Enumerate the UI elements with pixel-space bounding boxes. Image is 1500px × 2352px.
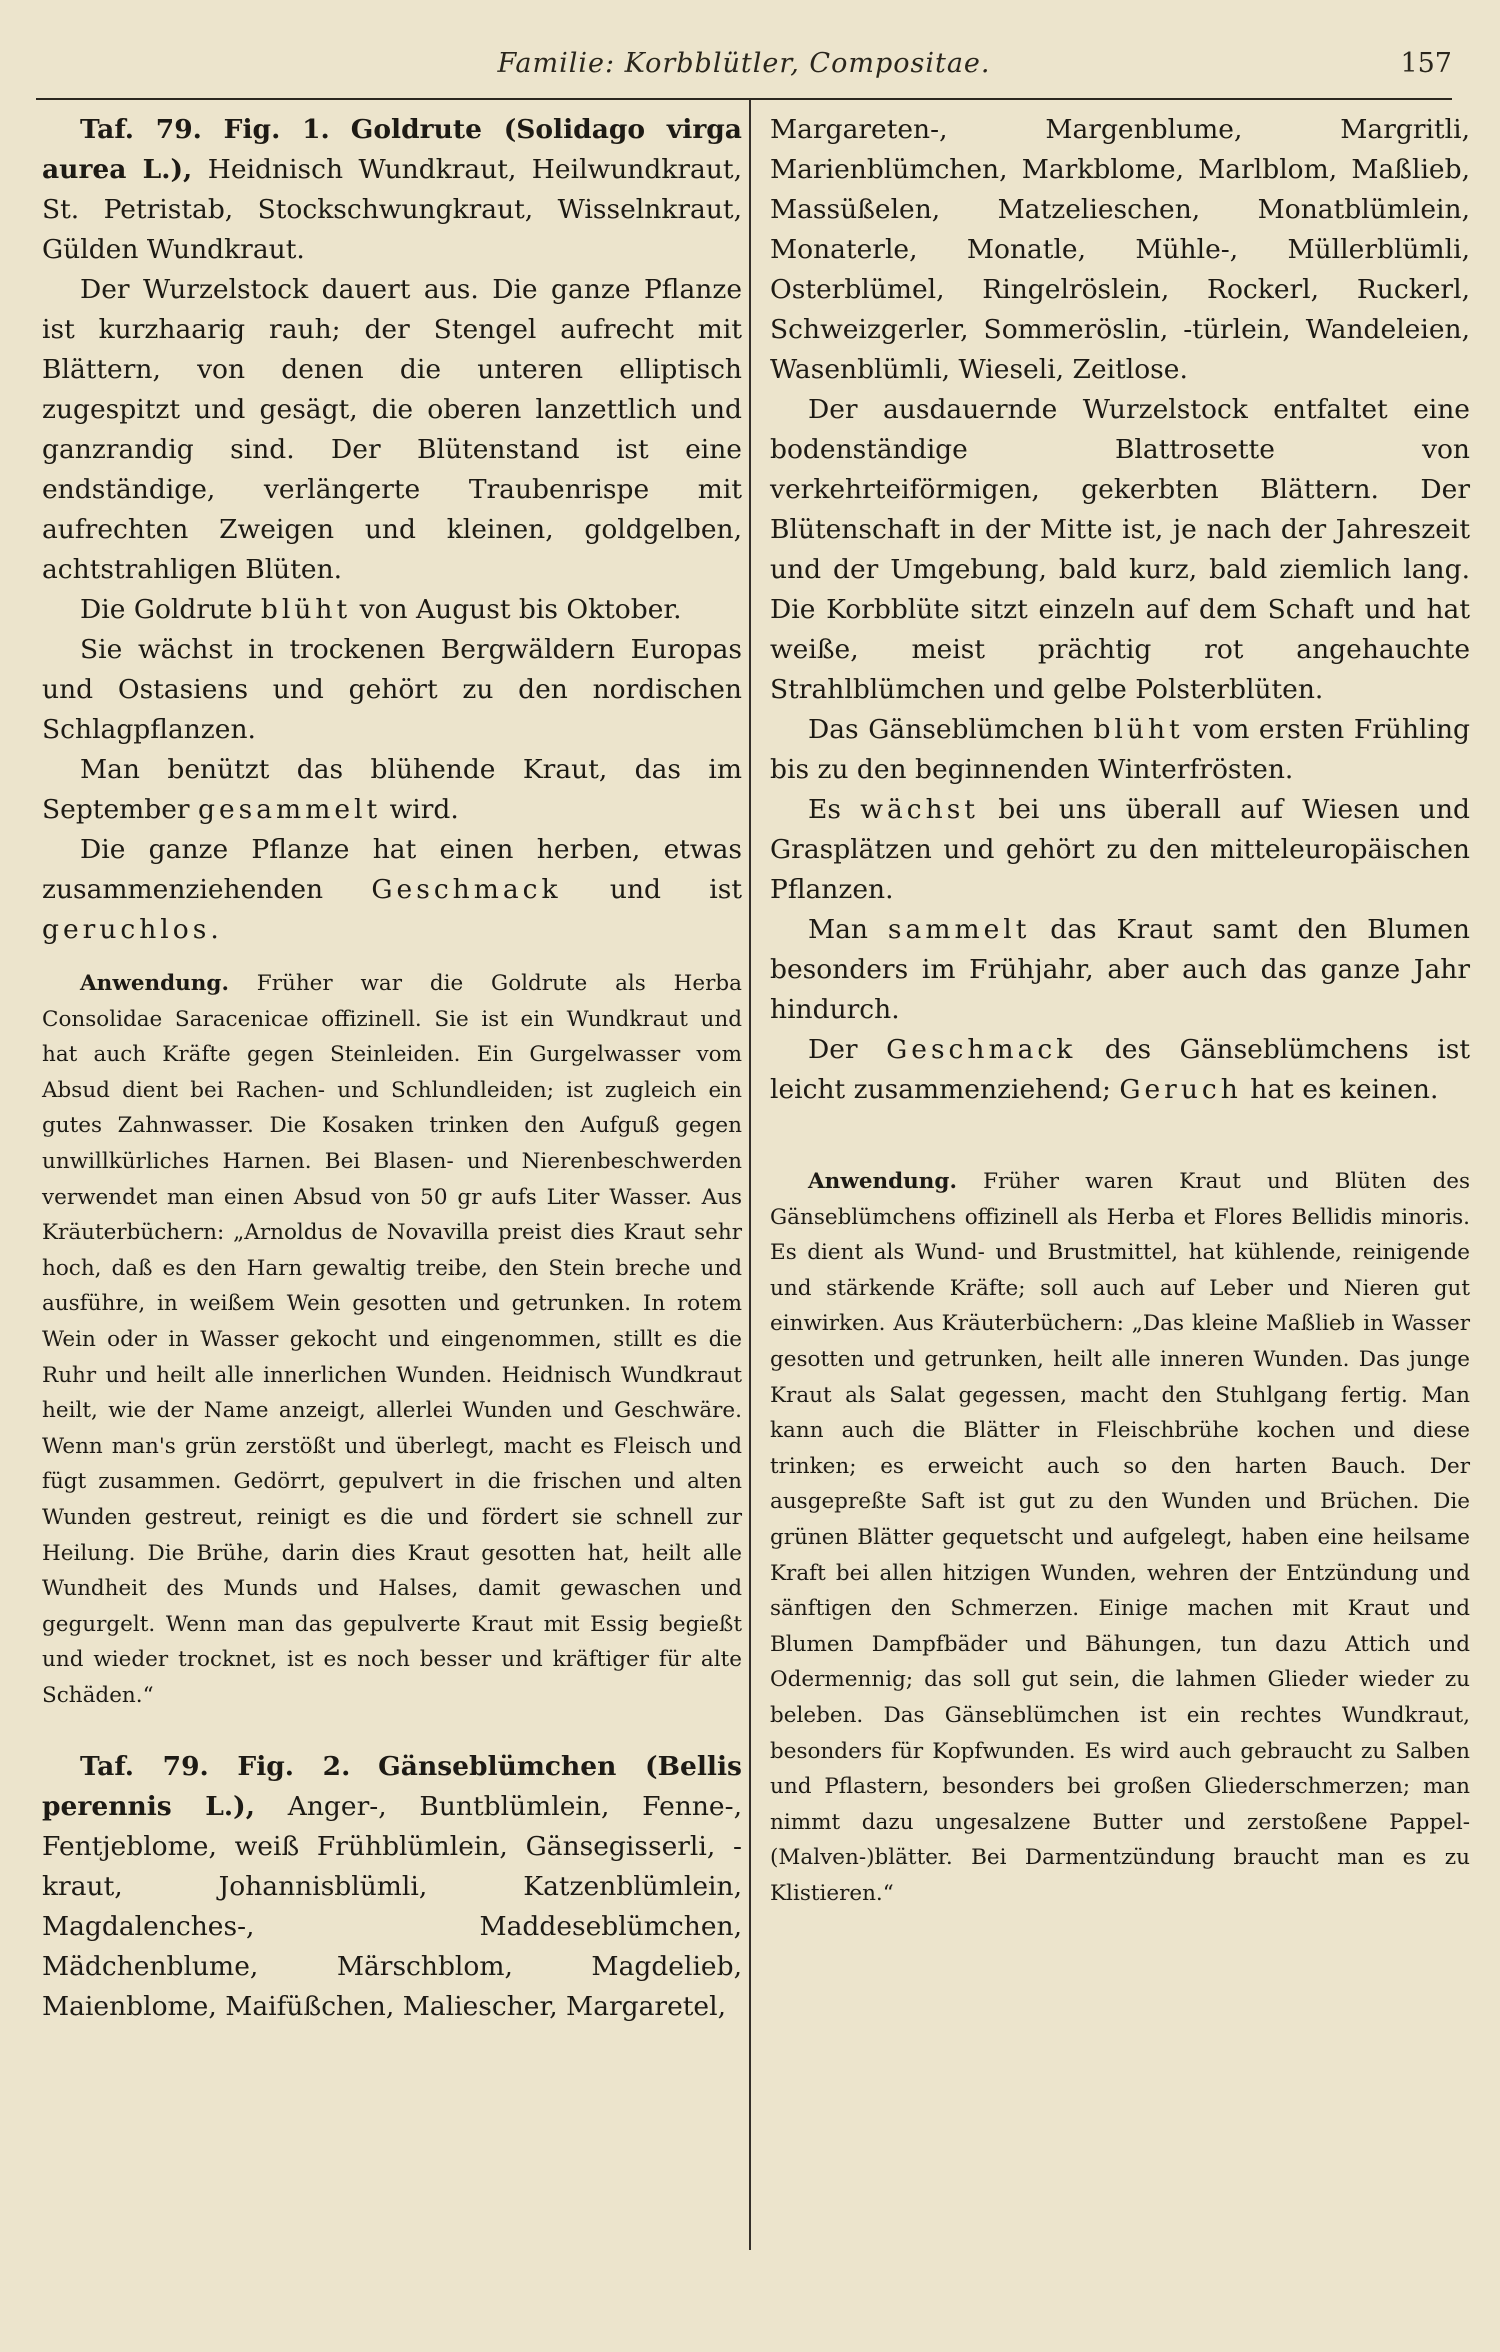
- anwendung-paragraph: [770, 1164, 1470, 1911]
- plant-name: Goldrute (Solidago virga aurea L.),: [42, 114, 742, 185]
- entry-goldrute-heading: [42, 110, 742, 270]
- left-column: [42, 110, 742, 2027]
- anwendung-text: Früher war die Goldrute als Herba Consolidae Saracenicae offizinell. Sie ist ein Wundkraut und hat auch Kräfte gegen Steinleiden. Ein Gurgelwasser vom Absud dient bei Rachen- und Schlundleiden; ist zugleich ein gutes Zahnwasser. Die Kosaken trinken den Aufguß gegen unwillkürliches Harnen. Bei Blasen- und Nierenbeschwerden verwendet man einen Absud von 50 gr aufs Liter Wasser. Aus Kräuterbüchern: „Arnoldus de Novavilla preist dies Kraut sehr hoch, daß es den Harn gewaltig treibe, den Stein breche und ausführe, in weißem Wein gesotten und getrunken. In rotem Wein oder in Wasser gekocht und eingenommen, stillt es die Ruhr und heilt alle innerlichen Wunden. Heidnisch Wundkraut heilt, wie der Name anzeigt, allerlei Wunden und Geschwäre. Wenn man's grün zerstößt und überlegt, macht es Fleisch und fügt zusammen. Gedörrt, gepulvert in die frischen und alten Wunden gestreut, reinigt es die und fördert sie schnell zur Heilung. Die Brühe, darin dies Kraut gesotten hat, heilt alle Wundheit des Munds und Halses, damit gewaschen und gegurgelt. Wenn man das gepulverte Kraut mit Essig begießt und wieder trocknet, ist es noch besser und kräftiger für alte Schäden.“: [42, 971, 742, 1708]
- right-column: [770, 110, 1470, 1911]
- column-divider: [749, 100, 751, 2250]
- taste-smell: Die ganze Pflanze hat einen herben, etwas zusammenziehenden Geschmack und ist geruchlos.: [42, 834, 742, 945]
- description: Der ausdauernde Wurzelstock entfaltet eine bodenständige Blattrosette von verkehrteiförmigen, gekerbten Blättern. Der Blütenschaft in der Mitte ist, je nach der Jahreszeit und der Umgebung, bald kurz, bald ziemlich lang. Die Korbblüte sitzt einzeln auf dem Schaft und hat weiße, meist prächtig rot angehauchte Strahlblümchen und gelbe Polsterblüten.: [770, 394, 1470, 705]
- bloom-period: Die Goldrute blüht von August bis Oktober.: [80, 594, 682, 625]
- habitat: Es wächst bei uns überall auf Wiesen und Grasplätzen und gehört zu den mitteleuropäischen Pflanzen.: [770, 794, 1470, 905]
- running-header: [36, 48, 1452, 92]
- anwendung-label: Anwendung.: [808, 1169, 957, 1194]
- synonyms: Anger-, Buntblümlein, Fenne-, Fentjeblome, weiß Frühblümlein, Gänsegisserli, -kraut, Johannisblümli, Katzenblümlein, Magdalenches-, Maddeseblümchen, Mädchenblume, Märschblom, Magdelieb, Maienblome, Maifüßchen, Maliescher, Margaretel,: [42, 1791, 742, 2023]
- anwendung-paragraph: [42, 966, 742, 1713]
- page-number: 157: [1400, 48, 1452, 79]
- entry-gaenseblumchen-heading: [42, 1747, 742, 2027]
- synonyms: Heidnisch Wundkraut, Heilwundkraut, St. Petristab, Stockschwungkraut, Wisselnkraut, Gülden Wundkraut.: [42, 154, 742, 265]
- usage-harvest: Man benützt das blühende Kraut, das im September gesammelt wird.: [42, 754, 742, 825]
- usage-harvest: Man sammelt das Kraut samt den Blumen besonders im Frühjahr, aber auch das ganze Jahr hindurch.: [770, 914, 1470, 1025]
- plant-name: Gänseblümchen (Bellis perennis L.),: [42, 1751, 742, 1823]
- synonyms-continued: Margareten-, Margenblume, Margritli, Marienblümchen, Markblome, Marlblom, Maßlieb, Massüßelen, Matzelieschen, Monatblümlein, Monaterle, Monatle, Mühle-, Müllerblümli, Osterblümel, Ringelröslein, Rockerl, Ruckerl, Schweizgerler, Sommeröslin, -türlein, Wandeleien, Wasenblümli, Wieseli, Zeitlose.: [770, 114, 1470, 385]
- bloom-period: Das Gänseblümchen blüht vom ersten Frühling bis zu den beginnenden Winterfrösten.: [770, 714, 1470, 785]
- anwendung-label: Anwendung.: [80, 971, 229, 996]
- taste-smell: Der Geschmack des Gänseblümchens ist leicht zusammenziehend; Geruch hat es keinen.: [770, 1034, 1470, 1105]
- figure-reference: Taf. 79. Fig. 2.: [80, 1751, 351, 1783]
- header-title: Familie: Korbblütler, Compositae.: [497, 48, 991, 79]
- header-rule: [36, 98, 1452, 100]
- description: Der Wurzelstock dauert aus. Die ganze Pflanze ist kurzhaarig rauh; der Stengel aufrecht mit Blättern, von denen die unteren elliptisch zugespitzt und gesägt, die oberen lanzettlich und ganzrandig sind. Der Blütenstand ist eine endständige, verlängerte Traubenrispe mit aufrechten Zweigen und kleinen, goldgelben, achtstrahligen Blüten.: [42, 274, 742, 585]
- anwendung-text: Früher waren Kraut und Blüten des Gänseblümchens offizinell als Herba et Flores Bellidis minoris. Es dient als Wund- und Brustmittel, hat kühlende, reinigende und stärkende Kräfte; soll auch auf Leber und Nieren gut einwirken. Aus Kräuterbüchern: „Das kleine Maßlieb in Wasser gesotten und getrunken, heilt alle inneren Wunden. Das junge Kraut als Salat gegessen, macht den Stuhlgang fertig. Man kann auch die Blätter in Fleischbrühe kochen und diese trinken; es erweicht auch so den harten Bauch. Der ausgepreßte Saft ist gut zu den Wunden und Brüchen. Die grünen Blätter gequetscht und aufgelegt, haben eine heilsame Kraft bei allen hitzigen Wunden, wehren der Entzündung und sänftigen den Schmerzen. Einige machen mit Kraut und Blumen Dampfbäder und Bähungen, tun dazu Attich und Odermennig; das soll gut sein, die lahmen Glieder wieder zu beleben. Das Gänseblümchen ist ein rechtes Wundkraut, besonders für Kopfwunden. Es wird auch gebraucht zu Salben und Pflastern, besonders bei großen Gliederschmerzen; man nimmt dazu ungesalzene Butter und zerstoßene Pappel- (Malven-)blätter. Bei Darmentzündung braucht man es zu Klistieren.“: [770, 1169, 1470, 1906]
- figure-reference: Taf. 79. Fig. 1.: [80, 114, 330, 145]
- habitat: Sie wächst in trockenen Bergwäldern Europas und Ostasiens und gehört zu den nordischen Schlagpflanzen.: [42, 634, 742, 745]
